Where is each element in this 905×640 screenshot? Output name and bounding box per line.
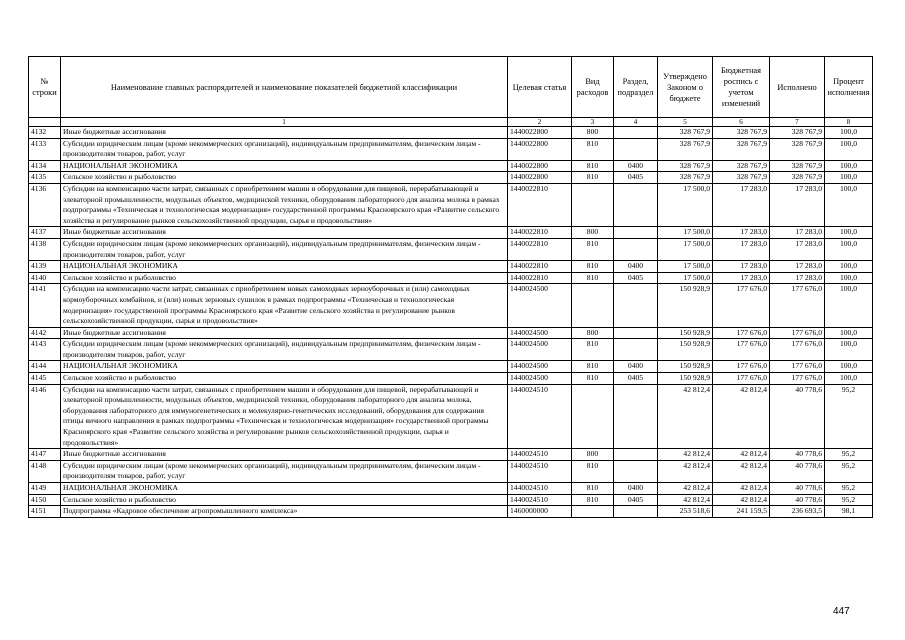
approved-cell: 328 767,9 <box>658 160 713 172</box>
percent-cell: 100,0 <box>825 261 873 273</box>
row-number-cell: 4133 <box>29 138 61 160</box>
table-row <box>29 506 873 518</box>
column-number: 4 <box>614 118 658 127</box>
name-cell: Субсидии юридическим лицам (кроме некоммерческих организаций), индивидуальным предпринимателям, физическим лицам - производителям товаров, работ, услуг <box>61 460 508 482</box>
target-article-cell: 1440024500 <box>508 284 572 327</box>
executed-cell: 40 778,6 <box>770 483 825 495</box>
percent-cell: 100,0 <box>825 361 873 373</box>
section-cell: 0400 <box>614 483 658 495</box>
executed-cell: 40 778,6 <box>770 449 825 461</box>
header-name: Наименование главных распорядителей и наименование показателей бюджетной классификации <box>61 57 508 118</box>
expense-type-cell: 800 <box>572 327 614 339</box>
approved-cell: 17 500,0 <box>658 238 713 260</box>
approved-cell: 17 500,0 <box>658 183 713 226</box>
table-header-row <box>29 57 873 118</box>
budget-schedule-cell: 177 676,0 <box>713 327 770 339</box>
percent-cell: 100,0 <box>825 373 873 385</box>
section-cell <box>614 284 658 327</box>
executed-cell: 177 676,0 <box>770 284 825 327</box>
table-row <box>29 183 873 226</box>
budget-schedule-cell: 328 767,9 <box>713 138 770 160</box>
row-number-cell: 4148 <box>29 460 61 482</box>
row-number-cell: 4147 <box>29 449 61 461</box>
executed-cell: 177 676,0 <box>770 373 825 385</box>
name-cell: Сельское хозяйство и рыболовство <box>61 172 508 184</box>
percent-cell: 100,0 <box>825 272 873 284</box>
name-cell: Субсидии на компенсацию части затрат, связанных с приобретением машин и оборудования для пищевой, перерабатывающей и элеваторной промышленности, модульных объектов, медицинской техники, оборудования лабораторного для анализа молока в рамках подпрограммы «Техническая и технологическая модернизация» государственной программы Красноярского края «Развитие сельского хозяйства и регулирование рынков сельскохозяйственной продукции, сырья и продовольствия» <box>61 183 508 226</box>
approved-cell: 150 928,9 <box>658 284 713 327</box>
budget-schedule-cell: 177 676,0 <box>713 373 770 385</box>
approved-cell: 42 812,4 <box>658 384 713 449</box>
table-row <box>29 261 873 273</box>
name-cell: Субсидии на компенсацию части затрат, связанных с приобретением машин и оборудования для пищевой, перерабатывающей и элеваторной промышленности, модульных объектов, медицинской техники, оборудования лабораторного для анализа молока, оборудования лабораторного для иммуногенетических и молекулярно-генетических исследований, оборудования для содержания птицы яичного направления в рамках подпрограммы «Техническая и технологическая модернизация» государственной программы Красноярского края «Развитие сельского хозяйства и регулирование рынков сельскохозяйственной продукции, сырья и продовольствия» <box>61 384 508 449</box>
column-number-spacer <box>29 118 61 127</box>
percent-cell: 100,0 <box>825 127 873 139</box>
executed-cell: 40 778,6 <box>770 494 825 506</box>
approved-cell: 328 767,9 <box>658 172 713 184</box>
name-cell: Сельское хозяйство и рыболовство <box>61 373 508 385</box>
header-budget-schedule: Бюджетная роспись с учетом изменений <box>713 57 770 118</box>
approved-cell: 42 812,4 <box>658 494 713 506</box>
name-cell: Сельское хозяйство и рыболовство <box>61 272 508 284</box>
name-cell: Субсидии юридическим лицам (кроме некоммерческих организаций), индивидуальным предпринимателям, физическим лицам - производителям товаров, работ, услуг <box>61 138 508 160</box>
name-cell: НАЦИОНАЛЬНАЯ ЭКОНОМИКА <box>61 160 508 172</box>
executed-cell: 17 283,0 <box>770 261 825 273</box>
budget-schedule-cell: 328 767,9 <box>713 172 770 184</box>
row-number-cell: 4141 <box>29 284 61 327</box>
target-article-cell: 1440024510 <box>508 483 572 495</box>
target-article-cell: 1440022810 <box>508 261 572 273</box>
section-cell: 0405 <box>614 172 658 184</box>
section-cell <box>614 327 658 339</box>
target-article-cell: 1440022800 <box>508 138 572 160</box>
table-row <box>29 160 873 172</box>
row-number-cell: 4139 <box>29 261 61 273</box>
name-cell: Сельское хозяйство и рыболовство <box>61 494 508 506</box>
executed-cell: 40 778,6 <box>770 384 825 449</box>
budget-schedule-cell: 177 676,0 <box>713 361 770 373</box>
executed-cell: 328 767,9 <box>770 127 825 139</box>
section-cell <box>614 127 658 139</box>
budget-schedule-cell: 17 283,0 <box>713 272 770 284</box>
percent-cell: 100,0 <box>825 327 873 339</box>
table-row <box>29 327 873 339</box>
expense-type-cell <box>572 183 614 226</box>
column-number: 5 <box>658 118 713 127</box>
approved-cell: 17 500,0 <box>658 227 713 239</box>
target-article-cell: 1440022810 <box>508 238 572 260</box>
table-body <box>29 127 873 518</box>
percent-cell: 95,2 <box>825 460 873 482</box>
name-cell: НАЦИОНАЛЬНАЯ ЭКОНОМИКА <box>61 261 508 273</box>
approved-cell: 17 500,0 <box>658 261 713 273</box>
column-number: 6 <box>713 118 770 127</box>
percent-cell: 95,2 <box>825 449 873 461</box>
budget-schedule-cell: 42 812,4 <box>713 483 770 495</box>
target-article-cell: 1460000000 <box>508 506 572 518</box>
target-article-cell: 1440022810 <box>508 272 572 284</box>
budget-schedule-cell: 42 812,4 <box>713 494 770 506</box>
percent-cell: 100,0 <box>825 183 873 226</box>
table-row <box>29 127 873 139</box>
table-row <box>29 272 873 284</box>
budget-schedule-cell: 42 812,4 <box>713 384 770 449</box>
name-cell: Иные бюджетные ассигнования <box>61 227 508 239</box>
section-cell <box>614 506 658 518</box>
name-cell: Иные бюджетные ассигнования <box>61 327 508 339</box>
column-number: 3 <box>572 118 614 127</box>
target-article-cell: 1440024510 <box>508 494 572 506</box>
table-row <box>29 460 873 482</box>
budget-schedule-cell: 17 283,0 <box>713 183 770 226</box>
column-number-row <box>29 118 873 127</box>
percent-cell: 100,0 <box>825 227 873 239</box>
expense-type-cell: 810 <box>572 339 614 361</box>
table-row <box>29 138 873 160</box>
column-number: 1 <box>61 118 508 127</box>
section-cell <box>614 138 658 160</box>
approved-cell: 150 928,9 <box>658 339 713 361</box>
executed-cell: 328 767,9 <box>770 172 825 184</box>
approved-cell: 17 500,0 <box>658 272 713 284</box>
executed-cell: 328 767,9 <box>770 138 825 160</box>
budget-schedule-cell: 17 283,0 <box>713 261 770 273</box>
budget-schedule-cell: 42 812,4 <box>713 460 770 482</box>
executed-cell: 177 676,0 <box>770 361 825 373</box>
column-number: 2 <box>508 118 572 127</box>
section-cell <box>614 449 658 461</box>
table-row <box>29 449 873 461</box>
table-row <box>29 384 873 449</box>
approved-cell: 150 928,9 <box>658 361 713 373</box>
budget-schedule-cell: 241 159,5 <box>713 506 770 518</box>
target-article-cell: 1440024500 <box>508 327 572 339</box>
row-number-cell: 4144 <box>29 361 61 373</box>
percent-cell: 100,0 <box>825 172 873 184</box>
approved-cell: 42 812,4 <box>658 460 713 482</box>
table-row <box>29 483 873 495</box>
budget-schedule-cell: 17 283,0 <box>713 238 770 260</box>
section-cell: 0400 <box>614 160 658 172</box>
target-article-cell: 1440022800 <box>508 127 572 139</box>
expense-type-cell <box>572 284 614 327</box>
row-number-cell: 4150 <box>29 494 61 506</box>
row-number-cell: 4137 <box>29 227 61 239</box>
section-cell: 0405 <box>614 373 658 385</box>
section-cell: 0400 <box>614 261 658 273</box>
percent-cell: 95,2 <box>825 483 873 495</box>
percent-cell: 100,0 <box>825 238 873 260</box>
row-number-cell: 4134 <box>29 160 61 172</box>
target-article-cell: 1440022810 <box>508 183 572 226</box>
header-percent: Процент исполнения <box>825 57 873 118</box>
expense-type-cell: 810 <box>572 373 614 385</box>
target-article-cell: 1440024510 <box>508 449 572 461</box>
row-number-cell: 4140 <box>29 272 61 284</box>
name-cell: Подпрограмма «Кадровое обеспечение агропромышленного комплекса» <box>61 506 508 518</box>
section-cell <box>614 227 658 239</box>
expense-type-cell: 800 <box>572 449 614 461</box>
approved-cell: 42 812,4 <box>658 483 713 495</box>
expense-type-cell: 810 <box>572 272 614 284</box>
expense-type-cell: 800 <box>572 127 614 139</box>
row-number-cell: 4146 <box>29 384 61 449</box>
table-row <box>29 227 873 239</box>
approved-cell: 42 812,4 <box>658 449 713 461</box>
table-row <box>29 494 873 506</box>
name-cell: Иные бюджетные ассигнования <box>61 127 508 139</box>
target-article-cell: 1440024510 <box>508 460 572 482</box>
budget-schedule-cell: 177 676,0 <box>713 339 770 361</box>
budget-table <box>28 56 873 518</box>
expense-type-cell <box>572 506 614 518</box>
expense-type-cell <box>572 384 614 449</box>
section-cell <box>614 384 658 449</box>
approved-cell: 328 767,9 <box>658 127 713 139</box>
target-article-cell: 1440024500 <box>508 361 572 373</box>
name-cell: Субсидии юридическим лицам (кроме некоммерческих организаций), индивидуальным предпринимателям, физическим лицам - производителям товаров, работ, услуг <box>61 339 508 361</box>
header-approved: Утверждено Законом о бюджете <box>658 57 713 118</box>
percent-cell: 100,0 <box>825 339 873 361</box>
percent-cell: 98,1 <box>825 506 873 518</box>
approved-cell: 328 767,9 <box>658 138 713 160</box>
expense-type-cell: 810 <box>572 138 614 160</box>
row-number-cell: 4138 <box>29 238 61 260</box>
target-article-cell: 1440024510 <box>508 384 572 449</box>
executed-cell: 177 676,0 <box>770 327 825 339</box>
header-target-article: Целевая статья <box>508 57 572 118</box>
expense-type-cell: 800 <box>572 227 614 239</box>
budget-schedule-cell: 328 767,9 <box>713 127 770 139</box>
expense-type-cell: 810 <box>572 160 614 172</box>
table-row <box>29 339 873 361</box>
name-cell: Субсидии юридическим лицам (кроме некоммерческих организаций), индивидуальным предпринимателям, физическим лицам - производителям товаров, работ, услуг <box>61 238 508 260</box>
executed-cell: 236 693,5 <box>770 506 825 518</box>
column-number: 8 <box>825 118 873 127</box>
header-expense-type: Вид расходов <box>572 57 614 118</box>
table-row <box>29 172 873 184</box>
row-number-cell: 4145 <box>29 373 61 385</box>
executed-cell: 328 767,9 <box>770 160 825 172</box>
section-cell <box>614 238 658 260</box>
budget-schedule-cell: 177 676,0 <box>713 284 770 327</box>
executed-cell: 177 676,0 <box>770 339 825 361</box>
percent-cell: 95,2 <box>825 384 873 449</box>
expense-type-cell: 810 <box>572 483 614 495</box>
row-number-cell: 4135 <box>29 172 61 184</box>
section-cell <box>614 183 658 226</box>
row-number-cell: 4142 <box>29 327 61 339</box>
executed-cell: 17 283,0 <box>770 183 825 226</box>
section-cell <box>614 339 658 361</box>
executed-cell: 17 283,0 <box>770 238 825 260</box>
budget-schedule-cell: 328 767,9 <box>713 160 770 172</box>
target-article-cell: 1440022810 <box>508 227 572 239</box>
expense-type-cell: 810 <box>572 494 614 506</box>
page-number: 447 <box>833 606 850 617</box>
approved-cell: 253 518,6 <box>658 506 713 518</box>
target-article-cell: 1440022800 <box>508 172 572 184</box>
percent-cell: 100,0 <box>825 138 873 160</box>
approved-cell: 150 928,9 <box>658 327 713 339</box>
row-number-cell: 4151 <box>29 506 61 518</box>
section-cell: 0400 <box>614 361 658 373</box>
budget-schedule-cell: 17 283,0 <box>713 227 770 239</box>
percent-cell: 100,0 <box>825 160 873 172</box>
approved-cell: 150 928,9 <box>658 373 713 385</box>
expense-type-cell: 810 <box>572 361 614 373</box>
target-article-cell: 1440024500 <box>508 339 572 361</box>
row-number-cell: 4132 <box>29 127 61 139</box>
percent-cell: 100,0 <box>825 284 873 327</box>
executed-cell: 40 778,6 <box>770 460 825 482</box>
header-executed: Исполнено <box>770 57 825 118</box>
section-cell: 0405 <box>614 494 658 506</box>
column-number: 7 <box>770 118 825 127</box>
target-article-cell: 1440022800 <box>508 160 572 172</box>
expense-type-cell: 810 <box>572 261 614 273</box>
section-cell <box>614 460 658 482</box>
header-section: Раздел, подраздел <box>614 57 658 118</box>
row-number-cell: 4136 <box>29 183 61 226</box>
name-cell: НАЦИОНАЛЬНАЯ ЭКОНОМИКА <box>61 483 508 495</box>
expense-type-cell: 810 <box>572 238 614 260</box>
expense-type-cell: 810 <box>572 460 614 482</box>
name-cell: Иные бюджетные ассигнования <box>61 449 508 461</box>
percent-cell: 95,2 <box>825 494 873 506</box>
table-row <box>29 361 873 373</box>
row-number-cell: 4143 <box>29 339 61 361</box>
name-cell: Субсидии на компенсацию части затрат, связанных с приобретением новых самоходных зерноуборочных и (или) самоходных кормоуборочных комбайнов, и (или) новых зерновых сушилок в рамках подпрограммы «Техническая и технологическая модернизация» государственной программы Красноярского края «Развитие сельского хозяйства и регулирование рынков сельскохозяйственной продукции, сырья и продовольствия» <box>61 284 508 327</box>
budget-schedule-cell: 42 812,4 <box>713 449 770 461</box>
table-row <box>29 373 873 385</box>
executed-cell: 17 283,0 <box>770 227 825 239</box>
table-row <box>29 238 873 260</box>
section-cell: 0405 <box>614 272 658 284</box>
row-number-cell: 4149 <box>29 483 61 495</box>
table-row <box>29 284 873 327</box>
name-cell: НАЦИОНАЛЬНАЯ ЭКОНОМИКА <box>61 361 508 373</box>
executed-cell: 17 283,0 <box>770 272 825 284</box>
expense-type-cell: 810 <box>572 172 614 184</box>
target-article-cell: 1440024500 <box>508 373 572 385</box>
header-row-number: № строки <box>29 57 61 118</box>
